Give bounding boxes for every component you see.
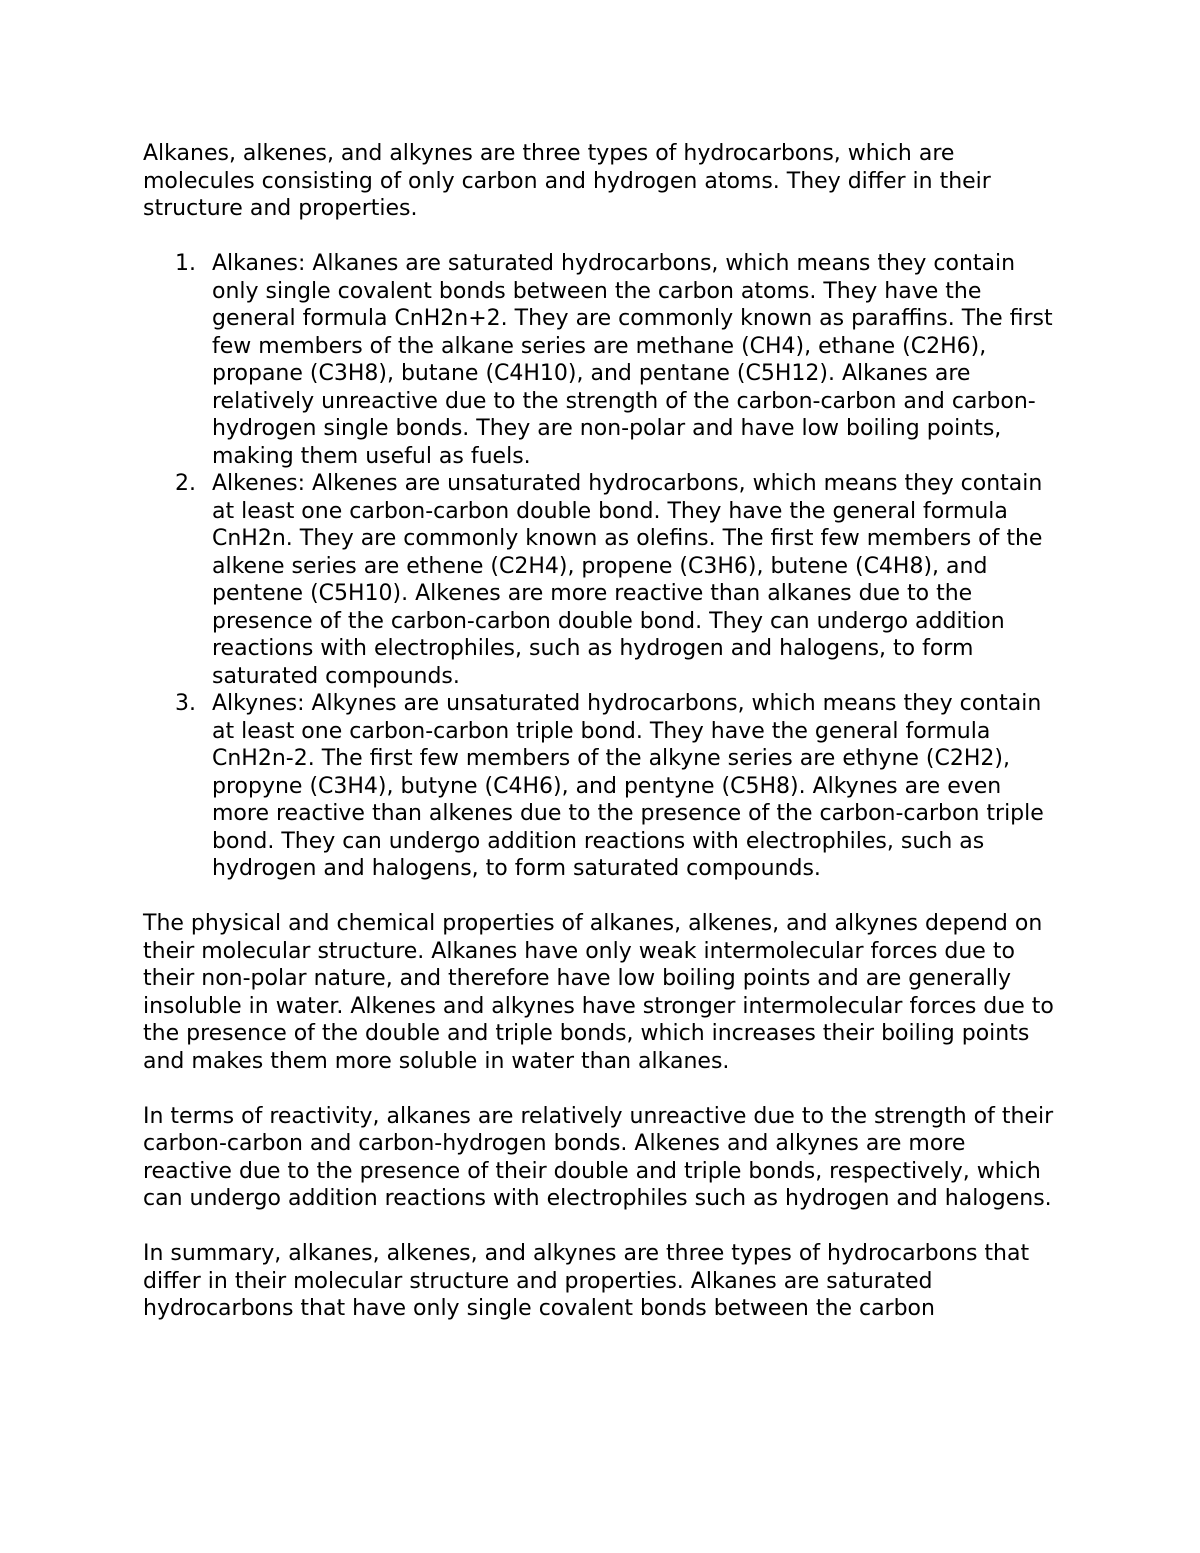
list-number: 3. [175,691,196,716]
list-item-alkanes [143,250,1058,470]
hydrocarbon-types-list [143,250,1058,883]
reactivity-paragraph: In terms of reactivity, alkanes are relatively unreactive due to the strength of their carbon-carbon and carbon-hydrogen bonds. Alkenes and alkynes are more reactive due to the presence of their double and triple bonds, respectively, which can undergo addition reactions with electrophiles such as hydrogen and halogens. [143,1103,1054,1211]
properties-paragraph: The physical and chemical properties of alkanes, alkenes, and alkynes depend on their molecular structure. Alkanes have only weak intermolecular forces due to their non-polar nature, and therefore have low boiling points and are generally insoluble in water. Alkenes and alkynes have stronger intermolecular forces due to the presence of the double and triple bonds, which increases their boiling points and makes them more soluble in water than alkanes. [143,911,1054,1074]
document-body [143,140,1058,1350]
list-item-alkynes [143,690,1058,883]
summary-paragraph: In summary, alkanes, alkenes, and alkynes are three types of hydrocarbons that differ in their molecular structure and properties. Alkanes are saturated hydrocarbons that have only single covalent bonds between the carbon [143,1241,1030,1321]
list-item-alkenes [143,470,1058,690]
list-item-text: Alkenes: Alkenes are unsaturated hydrocarbons, which means they contain at least one carbon-carbon double bond. They have the general formula CnH2n. They are commonly known as olefins. The first few members of the alkene series are ethene (C2H4), propene (C3H6), butene (C4H8), and pentene (C5H10). Alkenes are more reactive than alkanes due to the presence of the carbon-carbon double bond. They can undergo addition reactions with electrophiles, such as hydrogen and halogens, to form saturated compounds. [212,471,1043,689]
list-number: 1. [175,251,196,276]
intro-paragraph: Alkanes, alkenes, and alkynes are three types of hydrocarbons, which are molecules consisting of only carbon and hydrogen atoms. They differ in their structure and properties. [143,141,991,221]
list-number: 2. [175,471,196,496]
list-item-text: Alkynes: Alkynes are unsaturated hydrocarbons, which means they contain at least one carbon-carbon triple bond. They have the general formula CnH2n-2. The first few members of the alkyne series are ethyne (C2H2), propyne (C3H4), butyne (C4H6), and pentyne (C5H8). Alkynes are even more reactive than alkenes due to the presence of the carbon-carbon triple bond. They can undergo addition reactions with electrophiles, such as hydrogen and halogens, to form saturated compounds. [212,691,1044,881]
list-item-text: Alkanes: Alkanes are saturated hydrocarbons, which means they contain only single covalent bonds between the carbon atoms. They have the general formula CnH2n+2. They are commonly known as paraffins. The first few members of the alkane series are methane (CH4), ethane (C2H6), propane (C3H8), butane (C4H10), and pentane (C5H12). Alkanes are relatively unreactive due to the strength of the carbon-carbon and carbon-hydrogen single bonds. They are non-polar and have low boiling points, making them useful as fuels. [212,251,1053,469]
